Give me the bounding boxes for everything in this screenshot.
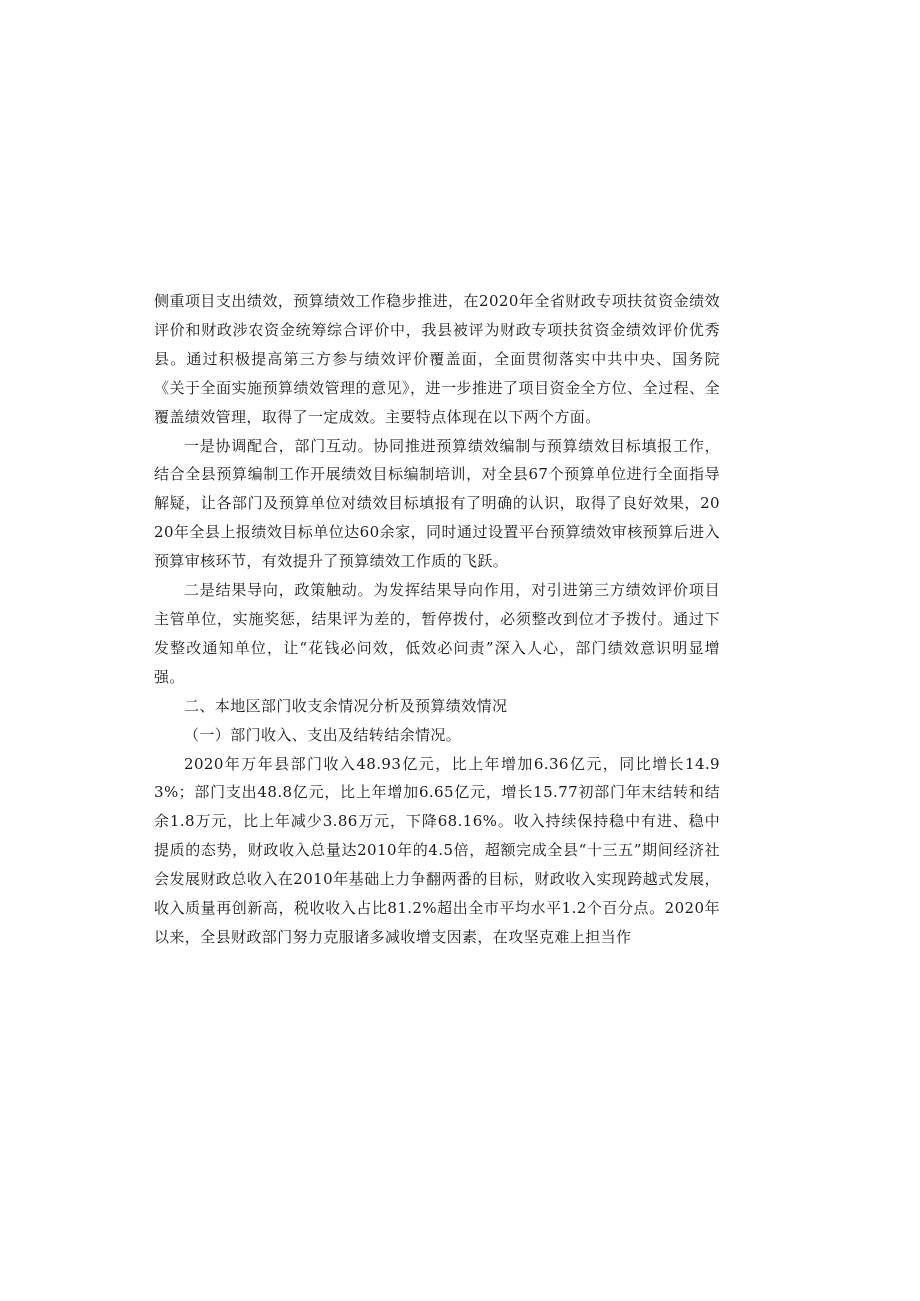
document-body [154,287,720,952]
paragraph-revenue-expenditure: 2020年万年县部门收入48.93亿元，比上年增加6.36亿元，同比增长14.93%；部门支出48.8亿元，比上年增加6.65亿元，增长15.77初部门年末结转和结余1.8万元，比上年减少3.86万元，下降68.16%。收入持续保持稳中有进、稳中提质的态势，财政收入总量达2010年的4.5倍，超额完成全县“十三五”期间经济社会发展财政总收入在2010年基础上力争翻两番的目标，财政收入实现跨越式发展，收入质量再创新高，税收收入占比81.2%超出全市平均水平1.2个百分点。2020年以来，全县财政部门努力克服诸多减收增支因素，在攻坚克难上担当作 [154,754,720,946]
section-heading: 二、本地区部门收支余情况分析及预算绩效情况 [184,696,508,715]
paragraph-performance-overview: 侧重项目支出绩效，预算绩效工作稳步推进，在2020年全省财政专项扶贫资金绩效评价和财政涉农资金统筹综合评价中，我县被评为财政专项扶贫资金绩效评价优秀县。通过积极提高第三方参与绩效评价覆盖面，全面贯彻落实中共中央、国务院《关于全面实施预算绩效管理的意见》，进一步推进了项目资金全方位、全过程、全覆盖绩效管理，取得了一定成效。主要特点体现在以下两个方面。 [154,292,720,426]
paragraph-coordination: 一是协调配合，部门互动。协同推进预算绩效编制与预算绩效目标填报工作，结合全县预算编制工作开展绩效目标编制培训，对全县67个预算单位进行全面指导解疑，让各部门及预算单位对绩效目标填报有了明确的认识，取得了良好效果，2020年全县上报绩效目标单位达60余家，同时通过设置平台预算绩效审核预算后进入预算审核环节，有效提升了预算绩效工作质的飞跃。 [154,436,720,571]
paragraph-results-oriented: 二是结果导向，政策触动。为发挥结果导向作用，对引进第三方绩效评价项目主管单位，实施奖惩，结果评为差的，暂停拨付，必须整改到位才予拨付。通过下发整改通知单位，让“花钱必问效，低效必问责”深入人心，部门绩效意识明显增强。 [154,581,720,686]
subsection-heading: （一）部门收入、支出及结转结余情况。 [184,725,462,744]
